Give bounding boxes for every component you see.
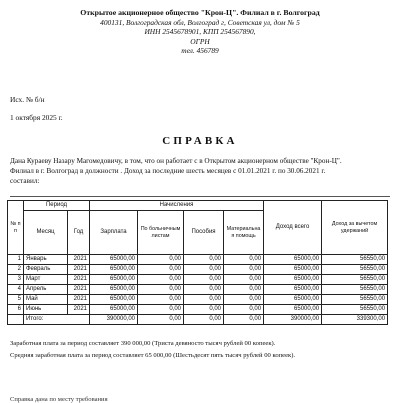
col-header-benefits: Пособия <box>184 211 224 255</box>
intro-line-2: Филиал в г. Волгоград в должности . Доход за последние шесть месяцев с 01.01.2021 г. по 30.06.2021 г. <box>10 167 326 175</box>
total-label: Итого: <box>24 315 90 325</box>
total-material-aid: 0,00 <box>224 315 264 325</box>
cell-total: 65000,00 <box>264 275 322 285</box>
cell-benefits: 0,00 <box>184 265 224 275</box>
cell-benefits: 0,00 <box>184 305 224 315</box>
cell-n: 2 <box>8 265 24 275</box>
cell-benefits: 0,00 <box>184 255 224 265</box>
total-salary: 390000,00 <box>90 315 138 325</box>
cell-sick: 0,00 <box>138 265 184 275</box>
col-header-year: Год <box>68 211 90 255</box>
cell-total: 65000,00 <box>264 295 322 305</box>
cell-n: 4 <box>8 285 24 295</box>
cell-n: 3 <box>8 275 24 285</box>
col-header-sick-leave: По больничным листам <box>138 211 184 255</box>
org-inn-kpp: ИНН 2545678901, КПП 254567890, <box>144 27 256 36</box>
col-header-number: № п п <box>8 201 24 255</box>
cell-net: 56550,00 <box>322 275 388 285</box>
document-reference: Исх. № б/н <box>10 95 45 104</box>
table-row <box>8 285 388 295</box>
income-table <box>7 200 388 325</box>
org-address: 400131, Волгоградская обл, Волгоград г, Советская ул, дом № 5 <box>100 18 300 27</box>
col-header-accrued: Начисления <box>90 201 264 211</box>
table-total-row <box>8 315 388 325</box>
col-header-month: Месяц <box>24 211 68 255</box>
cell-year: 2021 <box>68 295 90 305</box>
table-row <box>8 295 388 305</box>
org-ogrn: ОГРН <box>190 37 210 46</box>
cell-benefits: 0,00 <box>184 295 224 305</box>
table-row <box>8 255 388 265</box>
total-benefits: 0,00 <box>184 315 224 325</box>
cell-aid: 0,00 <box>224 305 264 315</box>
table-row <box>8 275 388 285</box>
col-header-period: Период <box>24 201 90 211</box>
table-row <box>8 305 388 315</box>
org-phone: тел. 456789 <box>181 46 219 55</box>
footer-salary-average: Средняя заработная плата за период составляет 65 000,00 (Шестьдесят пять тысяч рублей 00 копеек). <box>10 352 296 359</box>
cell-sick: 0,00 <box>138 285 184 295</box>
table-row <box>8 265 388 275</box>
cell-salary: 65000,00 <box>90 285 138 295</box>
cell-aid: 0,00 <box>224 255 264 265</box>
cell-month: Апрель <box>24 285 68 295</box>
cell-salary: 65000,00 <box>90 255 138 265</box>
cell-total: 65000,00 <box>264 255 322 265</box>
cell-net: 56550,00 <box>322 305 388 315</box>
cell-benefits: 0,00 <box>184 275 224 285</box>
cell-net: 56550,00 <box>322 285 388 295</box>
cell-n: 1 <box>8 255 24 265</box>
total-cell-blank <box>8 315 24 325</box>
intro-line-1: Дана Кураеву Назару Магомедовичу, в том, что он работает с в Открытом акционерном обществе "Крон-Ц". <box>10 157 342 165</box>
cell-net: 56550,00 <box>322 265 388 275</box>
cell-year: 2021 <box>68 285 90 295</box>
cell-salary: 65000,00 <box>90 275 138 285</box>
table-top-rule <box>10 196 390 197</box>
document-title: СПРАВКА <box>162 135 238 147</box>
cell-aid: 0,00 <box>224 295 264 305</box>
cell-year: 2021 <box>68 275 90 285</box>
cell-net: 56550,00 <box>322 295 388 305</box>
total-income: 390000,00 <box>264 315 322 325</box>
cell-aid: 0,00 <box>224 285 264 295</box>
footer-certificate-purpose: Справка дана по месту требования <box>10 396 108 403</box>
cell-benefits: 0,00 <box>184 285 224 295</box>
col-header-net-income: Доход за вычетом удержаний <box>322 201 388 255</box>
cell-aid: 0,00 <box>224 265 264 275</box>
cell-month: Июнь <box>24 305 68 315</box>
document-date: 1 октября 2025 г. <box>10 113 63 122</box>
cell-month: Март <box>24 275 68 285</box>
cell-aid: 0,00 <box>224 275 264 285</box>
cell-total: 65000,00 <box>264 265 322 275</box>
footer-salary-total: Заработная плата за период составляет 390 000,00 (Триста девяносто тысяч рублей 00 копеек). <box>10 340 276 347</box>
cell-sick: 0,00 <box>138 255 184 265</box>
cell-month: Февраль <box>24 265 68 275</box>
total-sick-leave: 0,00 <box>138 315 184 325</box>
col-header-salary: Зарплата <box>90 211 138 255</box>
total-net-income: 339300,00 <box>322 315 388 325</box>
cell-year: 2021 <box>68 265 90 275</box>
cell-n: 6 <box>8 305 24 315</box>
col-header-material-aid: Материальна я помощь <box>224 211 264 255</box>
cell-salary: 65000,00 <box>90 265 138 275</box>
cell-year: 2021 <box>68 255 90 265</box>
cell-sick: 0,00 <box>138 305 184 315</box>
cell-salary: 65000,00 <box>90 305 138 315</box>
cell-year: 2021 <box>68 305 90 315</box>
cell-sick: 0,00 <box>138 275 184 285</box>
col-header-total-income: Доход всего <box>264 201 322 255</box>
cell-total: 65000,00 <box>264 285 322 295</box>
cell-sick: 0,00 <box>138 295 184 305</box>
intro-line-3: составил: <box>10 177 40 185</box>
cell-n: 5 <box>8 295 24 305</box>
cell-salary: 65000,00 <box>90 295 138 305</box>
org-name: Открытое акционерное общество "Крон-Ц". Филиал в г. Волгоград <box>80 8 320 17</box>
cell-total: 65000,00 <box>264 305 322 315</box>
cell-month: Январь <box>24 255 68 265</box>
cell-net: 56550,00 <box>322 255 388 265</box>
cell-month: Май <box>24 295 68 305</box>
